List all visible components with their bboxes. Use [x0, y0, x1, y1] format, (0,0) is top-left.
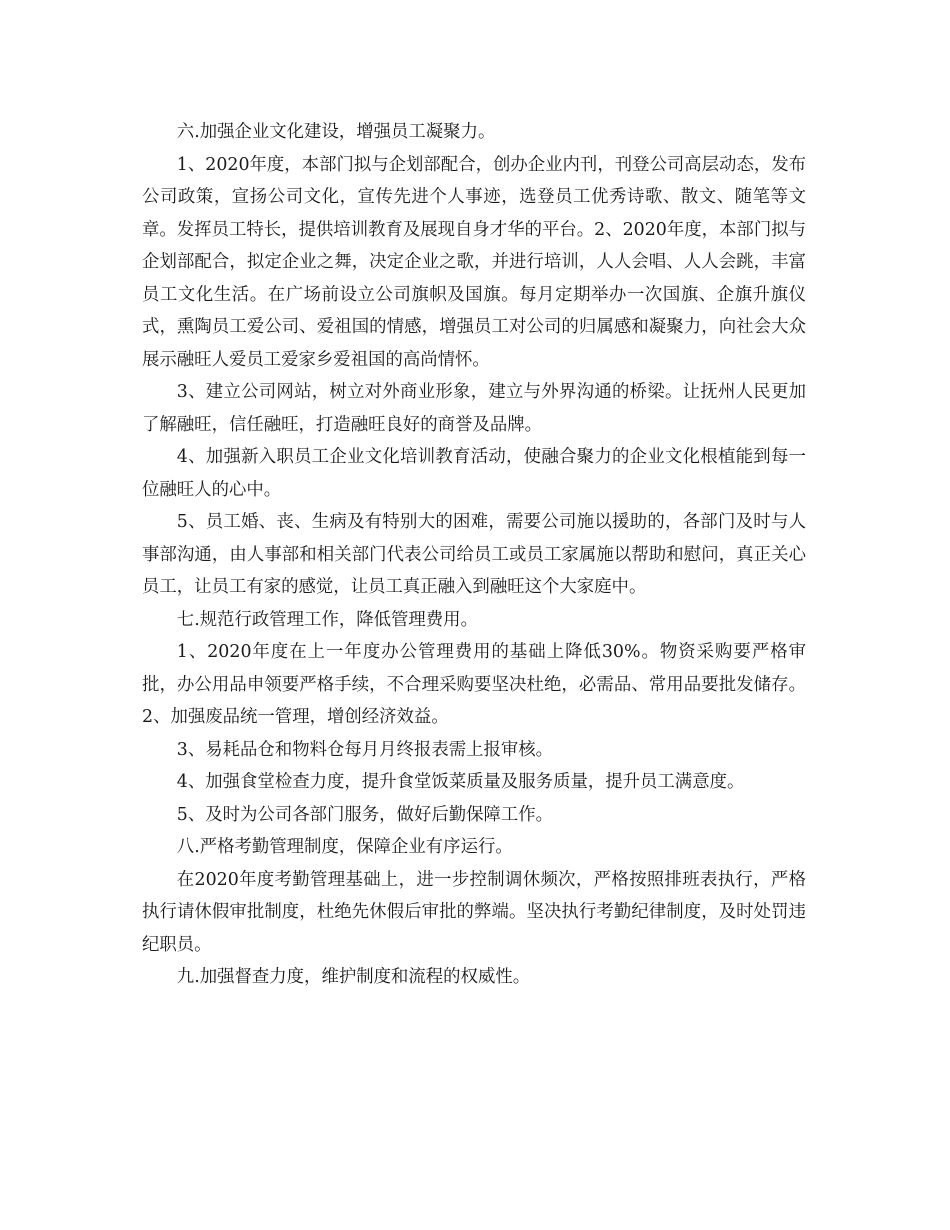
paragraph-item-3: 3、建立公司网站，树立对外商业形象，建立与外界沟通的桥梁。让抚州人民更加了解融旺，信任融旺，打造融旺良好的商誉及品牌。 [142, 382, 806, 435]
paragraph-attendance: 在2020年度考勤管理基础上，进一步控制调休频次，严格按照排班表执行，严格执行请休假审批制度，杜绝先休假后审批的弊端。坚决执行考勤纪律制度，及时处罚违纪职员。 [142, 869, 806, 955]
paragraph-item-5-admin: 5、及时为公司各部门服务，做好后勤保障工作。 [176, 804, 554, 825]
document-body [142, 116, 806, 994]
section-heading-6: 六.加强企业文化建设，增强员工凝聚力。 [176, 122, 496, 142]
paragraph-item-4-admin: 4、加强食堂检查力度，提升食堂饭菜质量及服务质量，提升员工满意度。 [176, 772, 745, 792]
section-heading-8: 八.严格考勤管理制度，保障企业有序运行。 [176, 837, 513, 857]
paragraph-item-1-2: 1、2020年度，本部门拟与企划部配合，创办企业内刊，刊登公司高层动态，发布公司政策，宣扬公司文化，宣传先进个人事迹，选登员工优秀诗歌、散文、随笔等文章。发挥员工特长，提供培训教育及展现自身才华的平台。2、2020年度，本部门拟与企划部配合，拟定企业之舞，决定企业之歌，并进行培训，人人会唱、人人会跳，丰富员工文化生活。在广场前设立公司旗帜及国旗。每月定期举办一次国旗、企旗升旗仪式，熏陶员工爱公司、爱祖国的情感，增强员工对公司的归属感和凝聚力，向社会大众展示融旺人爱员工爱家乡爱祖国的高尚情怀。 [142, 154, 807, 370]
section-heading-9: 九.加强督查力度，维护制度和流程的权威性。 [176, 967, 531, 987]
paragraph-item-1-2-admin: 1、2020年度在上一年度办公管理费用的基础上降低30%。物资采购要严格审批，办公用品申领要严格手续，不合理采购要坚决杜绝，必需品、常用品要批发储存。2、加强废品统一管理，增创经济效益。 [142, 642, 806, 727]
paragraph-item-3-admin: 3、易耗品仓和物料仓每月月终报表需上报审核。 [176, 739, 554, 760]
paragraph-item-5: 5、员工婚、丧、生病及有特别大的困难，需要公司施以援助的，各部门及时与人事部沟通，由人事部和相关部门代表公司给员工或员工家属施以帮助和慰问，真正关心员工，让员工有家的感觉，让员工真正融入到融旺这个大家庭中。 [142, 512, 806, 597]
paragraph-item-4: 4、加强新入职员工企业文化培训教育活动，使融合聚力的企业文化根植能到每一位融旺人的心中。 [142, 447, 806, 500]
section-heading-7: 七.规范行政管理工作，降低管理费用。 [176, 609, 478, 630]
